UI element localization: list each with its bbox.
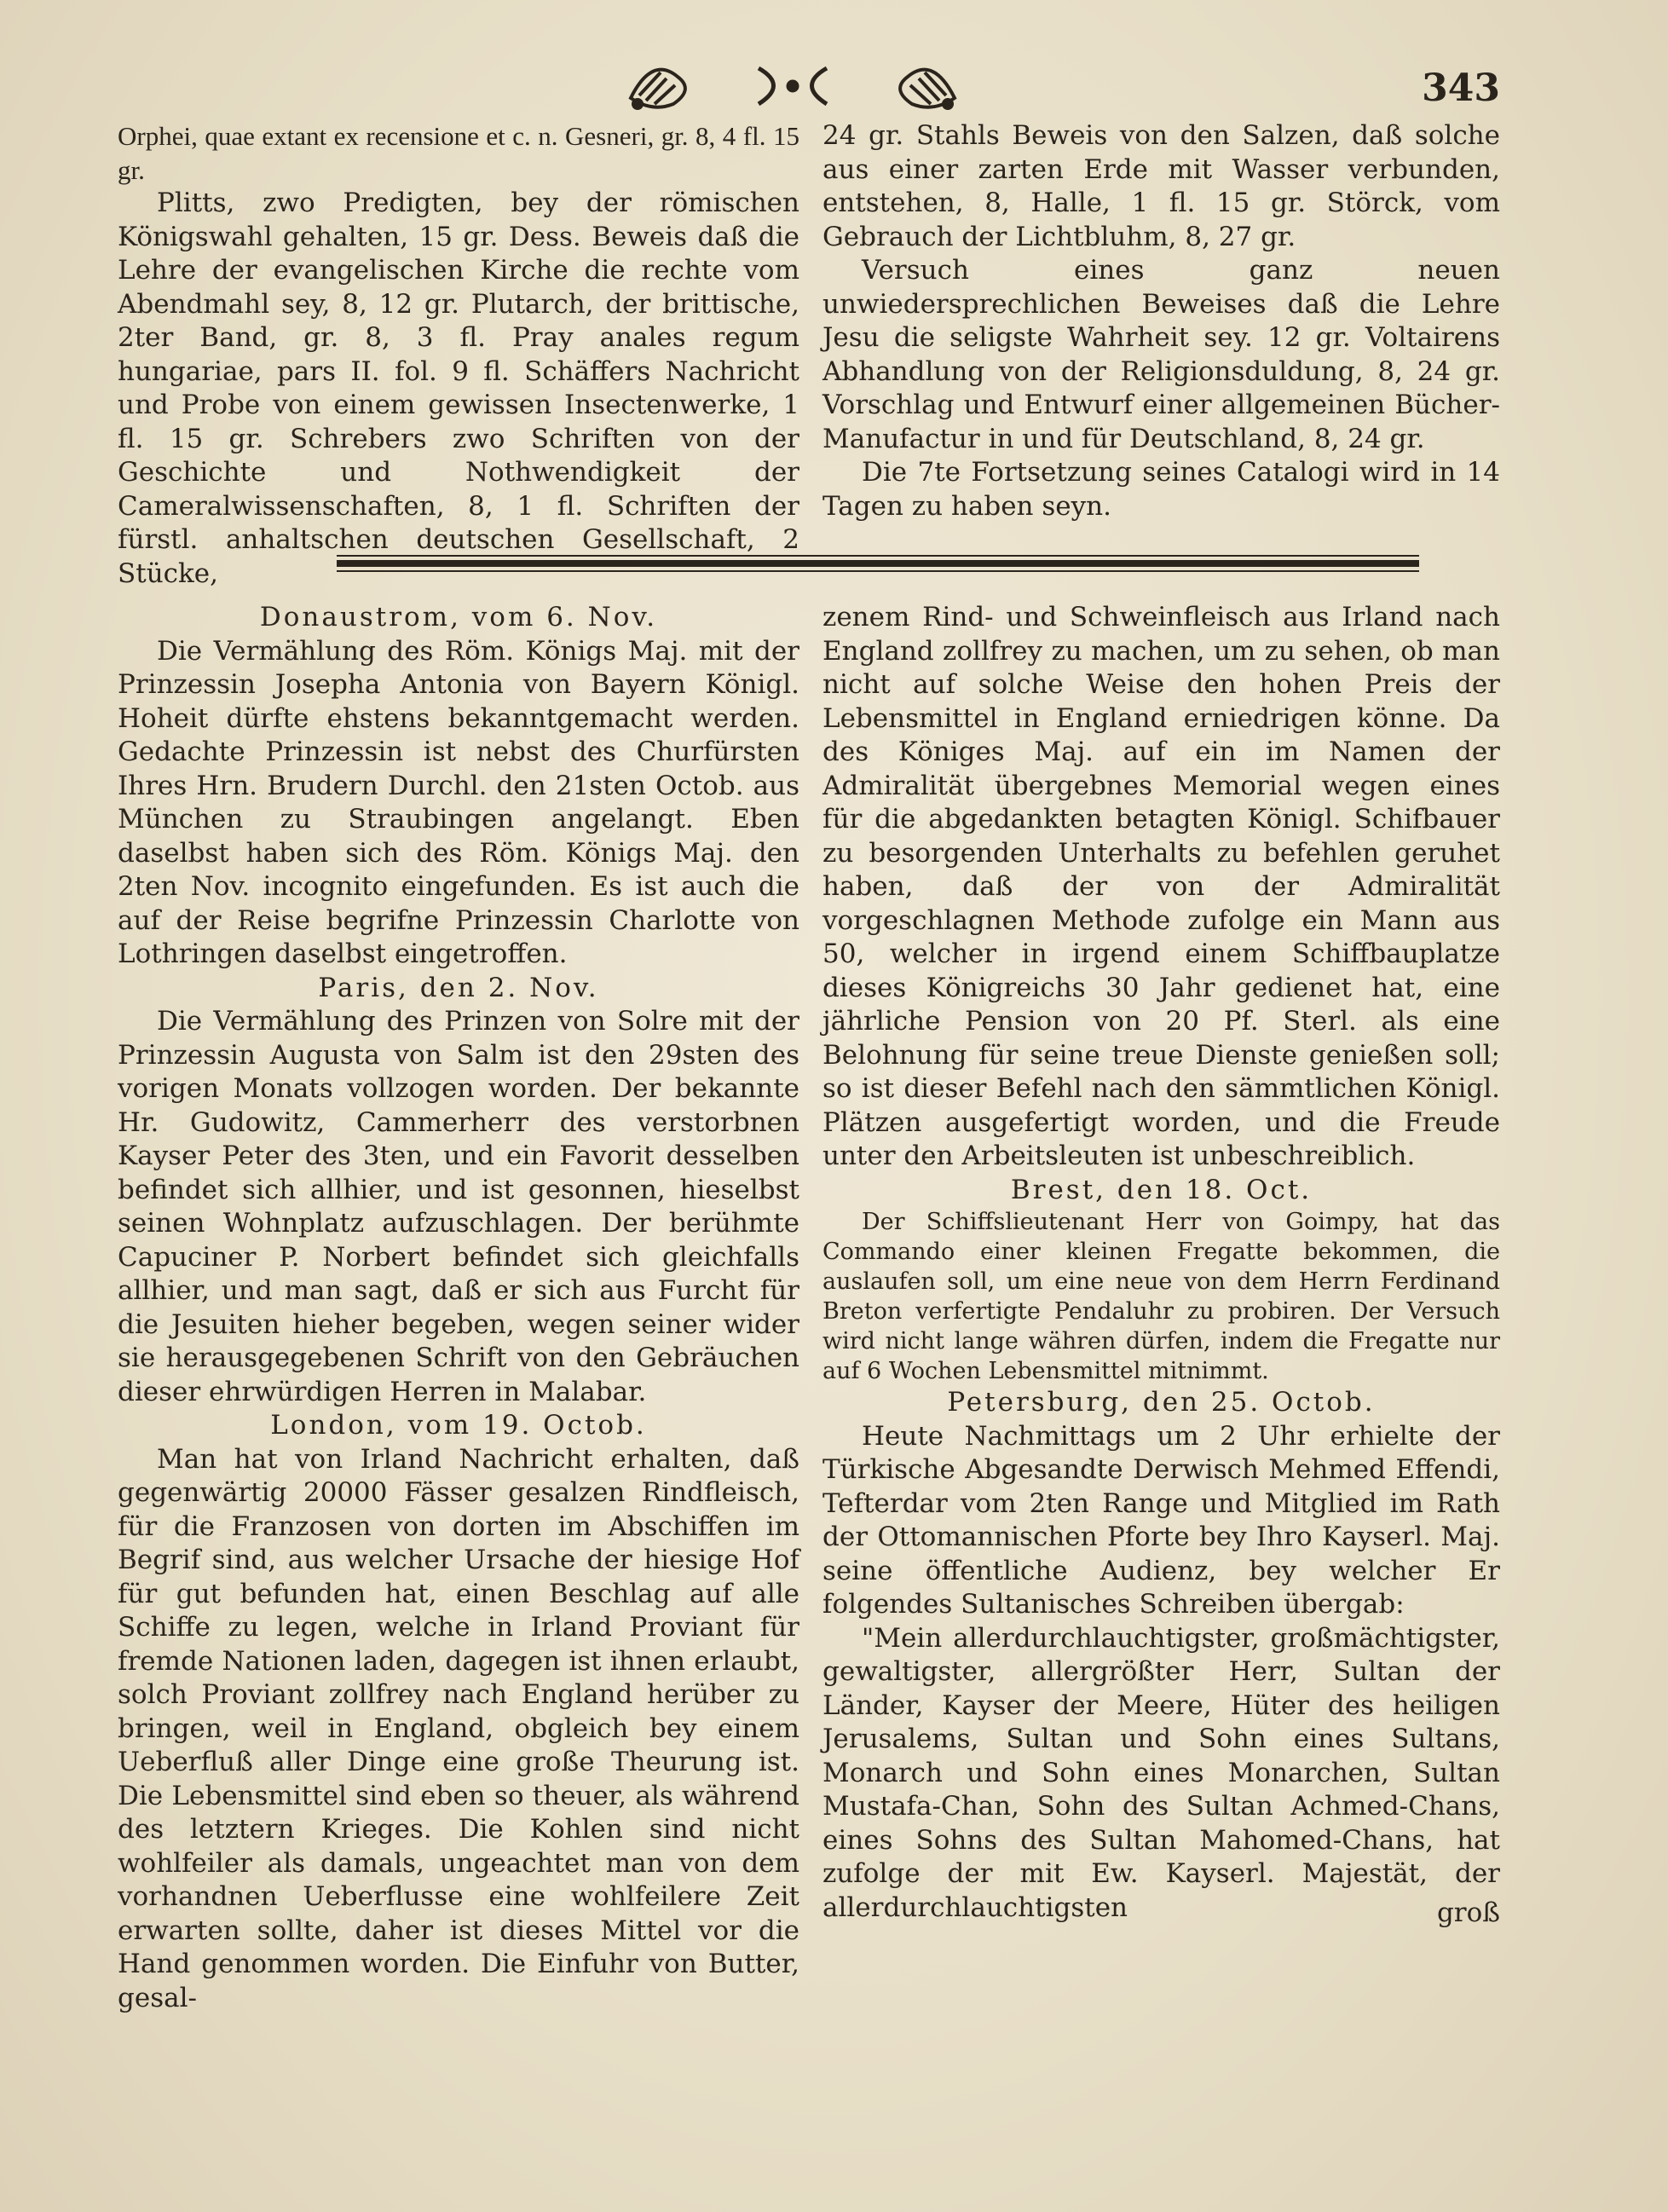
article-petersburg: Heute Nachmittags um 2 Uhr erhielte der Türkische Abgesandte Derwisch Mehmed Effendi, Tefterdar vom 2ten Range und Mitglied im Rath der Ottomannischen Pforte bey Ihro Kayserl. Maj. seine öffentliche Audienz, bey welcher Er folgendes Sultanisches Schreiben übergab: [822, 1420, 1500, 1620]
book-list-left-column [118, 119, 799, 591]
dateline-petersburg: Petersburg, den 25. Octob. [947, 1387, 1376, 1418]
news-left-column [118, 601, 799, 2015]
header-ornament [614, 51, 972, 119]
book-entries-paragraph-2: Versuch eines ganz neuen unwiedersprechlichen Beweises daß die Lehre Jesu die seligste Wahrheit sey. 12 gr. Voltairens Abhandlung von der Religionsduldung, 8, 24 gr. Vorschlag und Entwurf einer allgemeinen Bücher-Manufactur in und für Deutschland, 8, 24 gr. [822, 255, 1500, 454]
shell-ornament-right-icon [900, 70, 955, 108]
dateline-london: London, vom 19. Octob. [270, 1410, 647, 1441]
article-brest: Der Schiffslieutenant Herr von Goimpy, hat das Commando einer kleinen Fregatte bekommen, die auslaufen soll, um eine neue von dem Herrn Ferdinand Breton verfertigte Pendaluhr zu probiren. Der Versuch wird nicht lange währen dürfen, indem die Fregatte nur auf 6 Wochen Lebensmittel mitnimmt. [822, 1209, 1500, 1384]
article-paris: Die Vermählung des Prinzen von Solre mit der Prinzessin Augusta von Salm ist den 29sten des vorigen Monats vollzogen worden. Der bekannte Hr. Gudowitz, Cammerherr des verstorbnen Kayser Peter des 3ten, und ein Favorit desselben befindet sich allhier, und ist gesonnen, hieselbst seinen Wohnplatz aufzuschlagen. Der berühmte Capuciner P. Norbert befindet sich gleichfalls allhier, und man sagt, daß er sich aus Furcht für die Jesuiten hieher begeben, wegen seiner wider sie herausgegebenen Schrift von den Gebräuchen dieser ehrwürdigen Herren in Malabar. [118, 1006, 799, 1407]
catchword: groß [1436, 1897, 1500, 1928]
center-scroll-ornament-icon [759, 68, 827, 104]
shell-ornament-left-icon [631, 70, 685, 108]
book-list-right-column [822, 119, 1500, 523]
book-entry-orphei: Orphei, quae extant ex recensione et c. n. Gesneri, gr. 8, 4 fl. 15 gr. [118, 121, 799, 185]
book-entries-continued: 24 gr. Stahls Beweis von den Salzen, daß solche aus einer zarten Erde mit Wasser verbunden, entstehen, 8, Halle, 1 fl. 15 gr. Störck, vom Gebrauch der Lichtbluhm, 8, 27 gr. [822, 120, 1500, 252]
dateline-paris: Paris, den 2. Nov. [318, 972, 599, 1003]
article-donaustrom: Die Vermählung des Röm. Königs Maj. mit der Prinzessin Josepha Antonia von Bayern Königl. Hoheit dürfte ehstens bekanntgemacht werden. Gedachte Prinzessin ist nebst des Churfürsten Ihres Hrn. Brudern Durchl. den 21sten Octob. aus München zu Straubingen angelangt. Eben daselbst haben sich des Röm. Königs Maj. den 2ten Nov. incognito eingefunden. Es ist auch die auf der Reise begrifne Prinzessin Charlotte von Lothringen daselbst eingetroffen. [118, 635, 799, 969]
article-london: Man hat von Irland Nachricht erhalten, daß gegenwärtig 20000 Fässer gesalzen Rindfleisch, für die Franzosen von dorten im Abschiffen im Begrif sind, aus welcher Ursache der hiesige Hof für gut befunden hat, einen Beschlag auf alle Schiffe zu legen, welche in Irland Proviant für fremde Nationen laden, dagegen ist ihnen erlaubt, solch Proviant zollfrey nach England herüber zu bringen, weil in England, obgleich bey einem Ueberfluß aller Dinge eine große Theurung ist. Die Lebensmittel sind eben so theuer, als während des letztern Krieges. Die Kohlen sind nicht wohlfeiler als damals, ungeachtet man von dem vorhandnen Ueberflusse eine wohlfeilere Zeit erwarten sollte, daher ist dieses Mittel vor die Hand genommen worden. Die Einfuhr von Butter, gesal- [118, 1443, 799, 2013]
news-right-column [822, 601, 1500, 1925]
dateline-brest: Brest, den 18. Oct. [1010, 1174, 1313, 1205]
sultan-letter-quote: "Mein allerdurchlauchtigster, großmächtigster, gewaltigster, allergrößter Herr, Sultan der Länder, Kayser der Meere, Hüter des heiligen Jerusalems, Sultan und Sohn eines Sultans, Monarch und Sohn eines Monarchen, Sultan Mustafa-Chan, Sohn des Sultan Achmed-Chans, eines Sohns des Sultan Mahomed-Chans, hat zufolge der mit Ew. Kayserl. Majestät, der allerdurchlauchtigsten [822, 1622, 1500, 1923]
section-divider-rule [337, 552, 1419, 575]
catalog-notice: Die 7te Fortsetzung seines Catalogi wird in 14 Tagen zu haben seyn. [822, 457, 1500, 522]
dateline-donaustrom: Donaustrom, vom 6. Nov. [259, 602, 658, 632]
book-entries-paragraph: Plitts, zwo Predigten, bey der römischen Königswahl gehalten, 15 gr. Dess. Beweis daß die Lehre der evangelischen Kirche die rechte vom Abendmahl sey, 8, 12 gr. Plutarch, der brittische, 2ter Band, gr. 8, 3 fl. Pray anales regum hungariae, pars II. fol. 9 fl. Schäffers Nachricht und Probe von einem gewissen Insectenwerke, 1 fl. 15 gr. Schrebers zwo Schriften von der Geschichte und Nothwendigkeit der Cameralwissenschaften, 8, 1 fl. Schriften der fürstl. anhaltschen deutschen Gesellschaft, 2 Stücke, [118, 188, 799, 589]
page-number: 343 [1422, 66, 1500, 110]
article-london-continued: zenem Rind- und Schweinfleisch aus Irland nach England zollfrey zu machen, um zu sehen, ob man nicht auf solche Weise den hohen Preis der Lebensmittel in England erniedrigen könne. Da des Königes Maj. auf ein im Namen der Admiralität übergebnes Memorial wegen eines für die abgedankten betagten Königl. Schifbauer zu besorgenden Unterhalts zu befehlen geruhet haben, daß der von der Admiralität vorgeschlagnen Methode zufolge ein Mann aus 50, welcher in irgend einem Schiffbauplatze dieses Königreichs 30 Jahr gedienet hat, eine jährliche Pension von 20 Pf. Sterl. als eine Belohnung für seine treue Dienste genießen soll; so ist dieser Befehl nach den sämmtlichen Königl. Plätzen ausgefertigt worden, und die Freude unter den Arbeitsleuten ist unbeschreiblich. [822, 602, 1500, 1171]
